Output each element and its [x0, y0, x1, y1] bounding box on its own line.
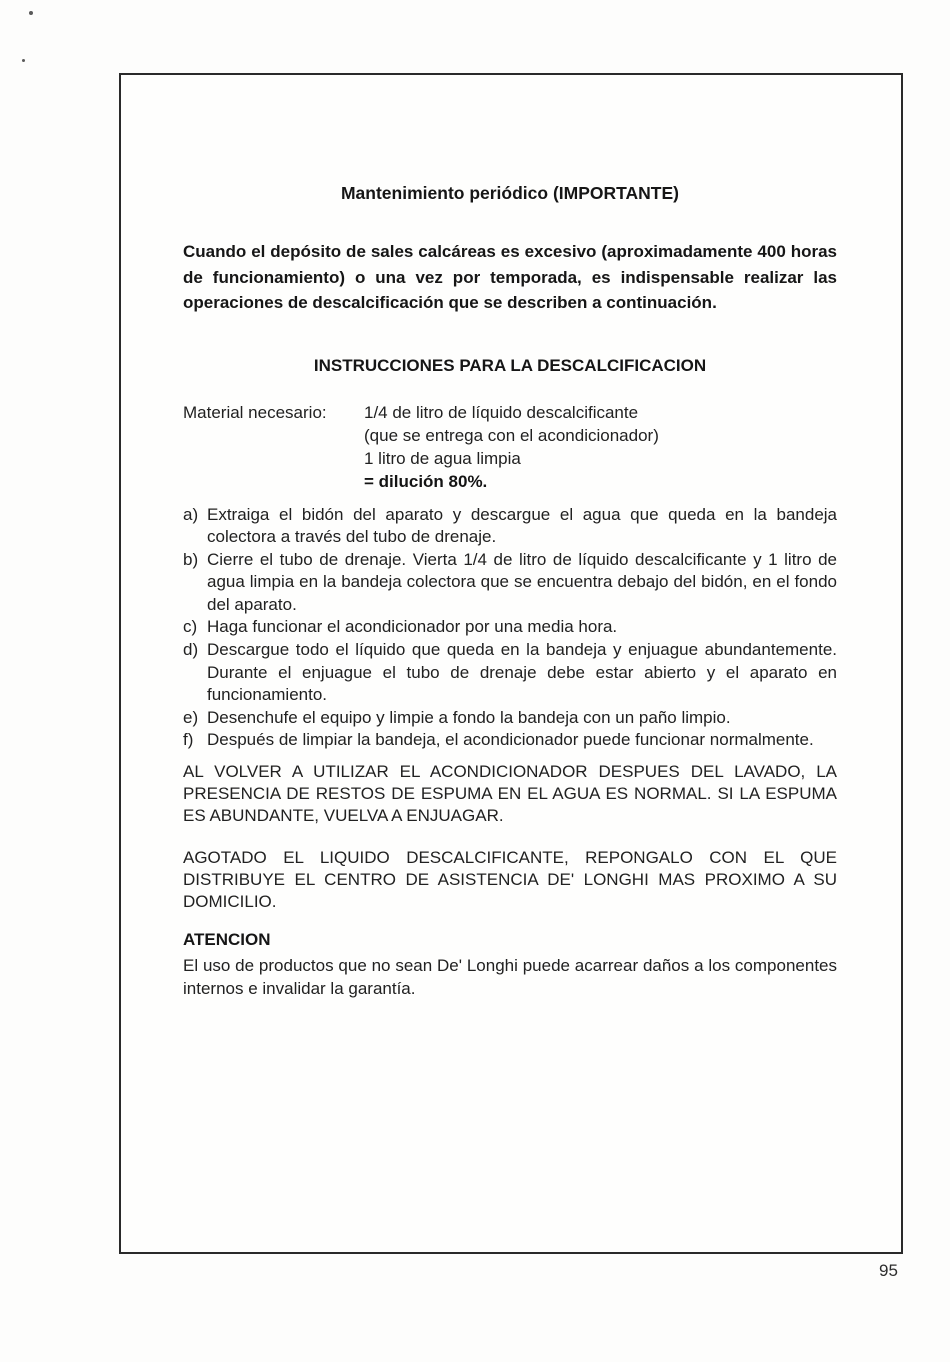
material-line: (que se entrega con el acondicionador): [364, 425, 659, 445]
note-paragraph-foam: AL VOLVER A UTILIZAR EL ACONDICIONADOR DESPUES DEL LAVADO, LA PRESENCIA DE RESTOS DE ESPUMA EN EL AGUA ES NORMAL. SI LA ESPUMA ES ABUNDANTE, VUELVA A ENJUAGAR.: [183, 762, 837, 826]
step-label: e): [183, 707, 199, 727]
step-label: f): [183, 730, 194, 750]
steps-list: [183, 504, 837, 753]
list-item: [183, 504, 837, 549]
note-paragraph-refill: AGOTADO EL LIQUIDO DESCALCIFICANTE, REPONGALO CON EL QUE DISTRIBUYE EL CENTRO DE ASISTENCIA DE' LONGHI MAS PROXIMO A SU DOMICILIO.: [183, 848, 837, 912]
scan-speck: [29, 11, 33, 15]
list-item: [183, 729, 837, 752]
step-text: Haga funcionar el acondicionador por una media hora.: [207, 617, 618, 637]
page-title: Mantenimiento periódico (IMPORTANTE): [340, 183, 679, 203]
step-text: Después de limpiar la bandeja, el acondicionador puede funcionar normalmente.: [207, 730, 814, 750]
page-border-frame: [119, 73, 903, 1254]
step-text: Descargue todo el líquido que queda en la bandeja y enjuague abundantemente. Durante el enjuague el tubo de drenaje debe estar abierto y el aparato en funcionamiento.: [207, 640, 837, 705]
intro-paragraph: Cuando el depósito de sales calcáreas es excesivo (aproximadamente 400 horas de funcionamiento) o una vez por temporada, es indispensable realizar las operaciones de descalcificación que se describen a continuación.: [183, 242, 837, 312]
list-item: [183, 707, 837, 730]
attention-paragraph: El uso de productos que no sean De' Longhi puede acarrear daños a los componentes internos e invalidar la garantía.: [183, 956, 837, 998]
section-heading: INSTRUCCIONES PARA LA DESCALCIFICACION: [313, 355, 707, 375]
step-text: Extraiga el bidón del aparato y descargue el agua que queda en la bandeja colectora a través del tubo de drenaje.: [207, 504, 837, 547]
page-content: [183, 181, 837, 1000]
list-item: [183, 549, 837, 617]
step-text: Desenchufe el equipo y limpie a fondo la bandeja con un paño limpio.: [207, 707, 731, 727]
step-label: c): [183, 617, 198, 637]
list-item: [183, 616, 837, 639]
material-label: Material necesario:: [183, 402, 327, 422]
step-label: b): [183, 549, 199, 569]
step-text: Cierre el tubo de drenaje. Vierta 1/4 de litro de líquido descalcificante y 1 litro de agua limpia en la bandeja colectora que se encuentra debajo del bidón, en el fondo del aparato.: [207, 549, 837, 614]
material-line: 1/4 de litro de líquido descalcificante: [364, 402, 639, 422]
material-values: [364, 401, 837, 493]
material-line-dilution: = dilución 80%.: [364, 471, 488, 491]
material-block: [183, 401, 837, 493]
list-item: [183, 639, 837, 707]
page-number: 95: [879, 1261, 898, 1280]
scan-speck: [22, 59, 25, 62]
attention-heading: ATENCION: [183, 930, 271, 950]
step-label: a): [183, 504, 199, 524]
step-label: d): [183, 640, 199, 660]
material-line: 1 litro de agua limpia: [364, 448, 521, 468]
